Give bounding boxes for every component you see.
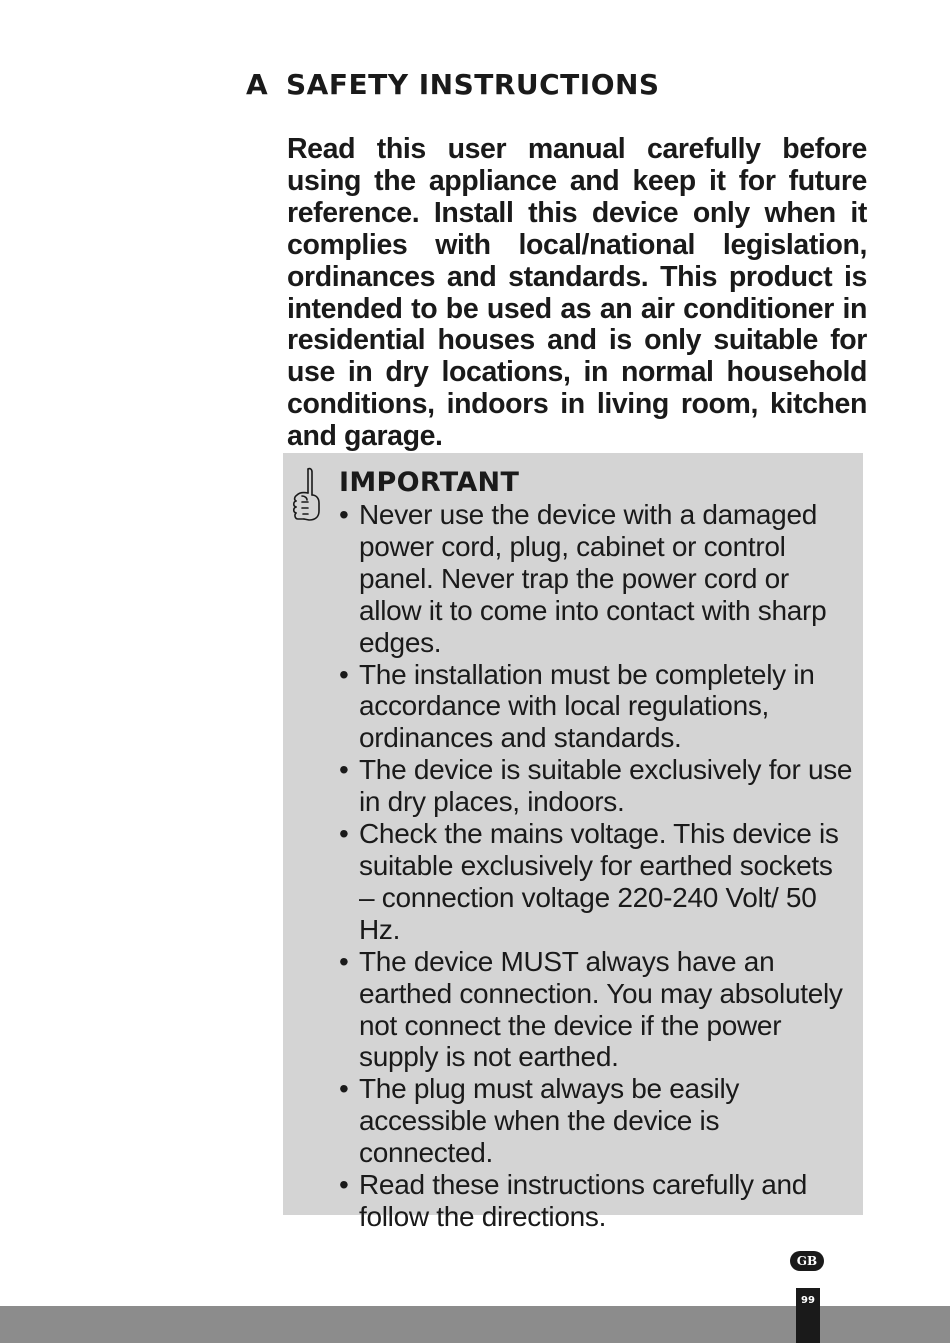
bullet: • [339,658,349,690]
important-item [339,754,855,818]
important-item [339,818,855,946]
important-list [339,499,855,1233]
page-number: 99 [801,1295,815,1306]
important-item-text: The plug must always be easily accessible when the device is connected. [359,1073,740,1169]
bullet: • [339,818,349,850]
important-item-text: Check the mains voltage. This device is suitable exclusively for earthed sockets – connection voltage 220-240 Volt/ 50 Hz. [359,818,839,945]
important-item-text: The device MUST always have an earthed connection. You may absolutely not connect the device if the power supply is not earthed. [359,945,843,1073]
intro-paragraph: Read this user manual carefully before using the appliance and keep it for future reference. Install this device only when it complies with local/national legislation, ordinances and standards. This product is intended to be used as an air conditioner in residential houses and is only suitable for use in dry locations, in normal household conditions, indoors in living room, kitchen and garage. [287,133,867,453]
bullet: • [339,1169,349,1201]
pointing-hand-icon [288,465,324,527]
bullet: • [339,1073,349,1105]
important-item-text: The installation must be completely in accordance with local regulations, ordinances and standards. [359,658,815,754]
important-item [339,659,855,755]
important-title: IMPORTANT [339,467,520,498]
bullet: • [339,754,349,786]
important-item-text: Never use the device with a damaged power cord, plug, cabinet or control panel. Never trap the power cord or allow it to come into contact with sharp edges. [359,499,827,658]
section-title: SAFETY INSTRUCTIONS [286,68,660,101]
section-letter: A [246,68,269,101]
language-badge: GB [790,1251,824,1271]
important-item [339,1073,855,1169]
important-item-text: Read these instructions carefully and follow the directions. [359,1169,808,1232]
important-item [339,946,855,1074]
important-item-text: The device is suitable exclusively for use in dry places, indoors. [359,754,853,818]
bullet: • [339,945,349,977]
important-item [339,1169,855,1233]
bullet: • [339,499,349,530]
important-item [339,499,855,659]
important-notice-box [283,453,863,1232]
section-heading [246,68,660,101]
